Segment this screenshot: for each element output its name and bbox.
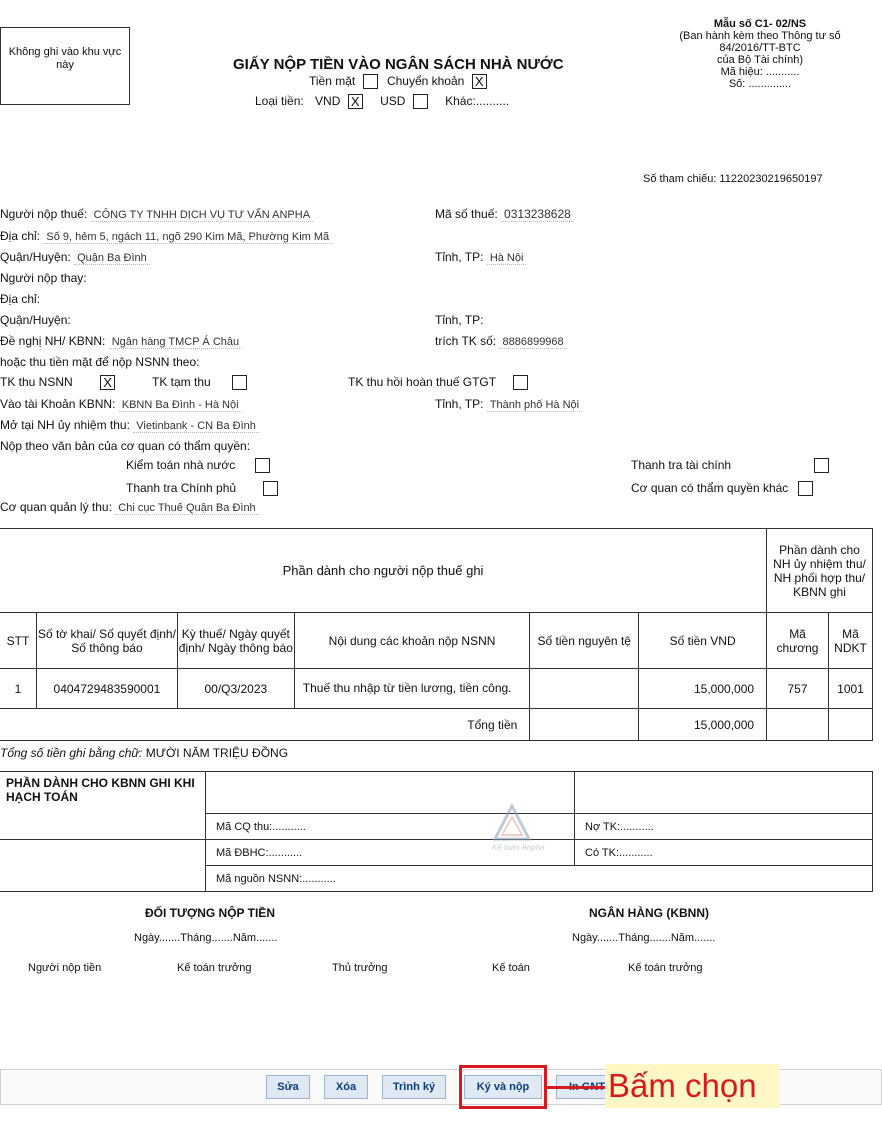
amount-in-words-value: MƯỜI NĂM TRIỆU ĐỒNG (145, 746, 289, 760)
sign-chief-accountant: Kế toán trưởng (177, 962, 252, 974)
by-doc-label: Nộp theo văn bản của cơ quan có thẩm quyền: (0, 439, 251, 453)
document-title: GIẤY NỘP TIỀN VÀO NGÂN SÁCH NHÀ NƯỚC (233, 56, 564, 73)
tax-code-label: Mã số thuế: (435, 207, 498, 221)
row-ndkt: 1001 (829, 669, 873, 709)
debit-account-row (435, 334, 567, 348)
cash-collect-label: hoặc thu tiền mặt để nộp NSNN theo: (0, 355, 200, 369)
sign-director: Thủ trưởng (332, 962, 388, 974)
table-row (0, 669, 873, 709)
proxy-address-label: Địa chỉ: (0, 292, 41, 306)
dbhc-field: Mã ĐBHC:........... (206, 840, 575, 866)
section-bank-header: Phần dành cho NH ủy nhiệm thu/ NH phối hợp thu/ KBNN ghi (767, 529, 873, 613)
vnd-label: VND (315, 94, 341, 108)
proxy-province-label: Tỉnh, TP: (435, 313, 484, 327)
address-row (0, 229, 332, 243)
other-auth-row (631, 481, 813, 496)
section-payer-header: Phần dành cho người nộp thuế ghi (0, 529, 767, 613)
payer-name-label: Người nộp thuế: (0, 207, 88, 221)
tk-tam-thu-label: TK tạm thu (152, 375, 211, 389)
debit-account-label: trích TK số: (435, 334, 497, 348)
watermark-triangle-icon (492, 803, 532, 843)
proxy-district-label: Quận/Huyện: (0, 313, 71, 327)
payer-sign-date: Ngày.......Tháng.......Năm....... (134, 932, 278, 944)
kbnn-account-value: KBNN Ba Đình - Hà Nội (119, 399, 242, 412)
open-at-row (0, 418, 259, 432)
tax-code-value: 0313238628 (501, 207, 574, 222)
sign-payer: Người nộp tiền (28, 962, 102, 974)
co-tk-field: Có TK:........... (575, 840, 873, 866)
sign-bank-chief-accountant: Kế toán trưởng (628, 962, 703, 974)
kbnn-table (0, 771, 873, 892)
payer-name-row (0, 207, 313, 221)
kbnn-province-label: Tỉnh, TP: (435, 397, 484, 411)
tk-thu-label: TK thu NSNN (0, 375, 73, 389)
other-currency-label: Khác:.......... (445, 94, 510, 108)
cash-checkbox[interactable] (363, 74, 378, 89)
sign-accountant: Kế toán (492, 962, 530, 974)
form-serial: Số: .............. (728, 78, 792, 90)
open-at-label: Mở tại NH ủy nhiệm thu: (0, 418, 130, 432)
total-orig (530, 709, 639, 741)
watermark-text: Kế toán Anpha (492, 843, 545, 852)
bank-sign-title: NGÂN HÀNG (KBNN) (589, 906, 709, 920)
kbnn-blank-2 (0, 866, 206, 892)
district-value: Quận Ba Đình (74, 252, 150, 265)
gov-insp-row (126, 481, 278, 496)
vnd-checkbox[interactable]: X (348, 94, 363, 109)
usd-checkbox[interactable] (413, 94, 428, 109)
manager-row (0, 500, 259, 514)
currency-label: Loại tiền: (255, 94, 304, 108)
form-number: Mẫu số C1- 02/NS (713, 18, 807, 30)
bank-request-value: Ngân hàng TMCP Á Châu (109, 336, 242, 349)
form-line-2: 84/2016/TT-BTC (719, 42, 801, 54)
sign-and-submit-button[interactable]: Ký và nộp (464, 1075, 542, 1099)
row-stt: 1 (0, 669, 36, 709)
other-auth-checkbox[interactable] (798, 481, 813, 496)
row-orig-amount (530, 669, 639, 709)
tk-hoan-label: TK thu hồi hoàn thuế GTGT (348, 375, 496, 389)
province-row (435, 250, 526, 264)
total-ndkt (829, 709, 873, 741)
submit-sign-button[interactable]: Trình ký (382, 1075, 446, 1099)
cq-thu-field: Mã CQ thu:........... (206, 814, 575, 840)
form-info (660, 18, 860, 90)
row-chapter: 757 (767, 669, 829, 709)
reference-number: Số tham chiếu: 11220230219650197 (643, 173, 823, 185)
province-label: Tỉnh, TP: (435, 250, 484, 264)
tk-thu-checkbox[interactable]: X (100, 375, 115, 390)
tk-tam-thu-row (152, 375, 247, 390)
form-line-3: của Bộ Tài chính) (716, 54, 803, 66)
total-vnd: 15,000,000 (639, 709, 767, 741)
district-label: Quận/Huyện: (0, 250, 71, 264)
edit-button[interactable]: Sửa (266, 1075, 310, 1099)
finance-insp-checkbox[interactable] (814, 458, 829, 473)
kbnn-account-label: Vào tài Khoản KBNN: (0, 397, 116, 411)
finance-insp-row (631, 458, 829, 473)
payer-sign-title: ĐỐI TƯỢNG NỘP TIỀN (145, 906, 275, 920)
highlight-box (459, 1065, 547, 1109)
payer-name-value: CÔNG TY TNHH DỊCH VỤ TƯ VẤN ANPHA (91, 209, 313, 222)
other-auth-label: Cơ quan có thẩm quyền khác (631, 481, 789, 495)
row-vnd-amount: 15,000,000 (639, 669, 767, 709)
no-write-box: Không ghi vào khu vực này (0, 27, 130, 105)
form-line-1: (Ban hành kèm theo Thông tư số (679, 30, 841, 42)
tk-hoan-checkbox[interactable] (513, 375, 528, 390)
col-content: Nội dung các khoản nộp NSNN (294, 613, 530, 669)
kbnn-province-value: Thành phố Hà Nội (487, 399, 582, 412)
audit-checkbox[interactable] (255, 458, 270, 473)
open-at-value: Vietinbank - CN Ba Đình (133, 420, 259, 433)
address-value: Số 9, hẻm 5, ngách 11, ngõ 290 Kim Mã, Phường Kim Mã (43, 231, 332, 244)
district-row (0, 250, 150, 264)
manager-label: Cơ quan quản lý thu: (0, 500, 112, 514)
transfer-label: Chuyển khoản (386, 74, 465, 88)
tax-code-row (435, 207, 574, 221)
col-doc-no: Số tờ khai/ Số quyết định/ Số thông báo (36, 613, 177, 669)
col-orig-amount: Số tiền nguyên tệ (530, 613, 639, 669)
currency-row (255, 94, 509, 109)
tk-tam-thu-checkbox[interactable] (232, 375, 247, 390)
row-doc-no: 0404729483590001 (36, 669, 177, 709)
gov-insp-checkbox[interactable] (263, 481, 278, 496)
amount-in-words-row (0, 746, 288, 760)
kbnn-blank-1 (0, 840, 206, 866)
col-period: Kỳ thuế/ Ngày quyết định/ Ngày thông báo (177, 613, 294, 669)
kbnn-title: PHẦN DÀNH CHO KBNN GHI KHI HẠCH TOÁN (0, 772, 206, 840)
manager-value: Chi cục Thuế Quận Ba Đình (115, 502, 258, 515)
proxy-label: Người nộp thay: (0, 271, 87, 285)
province-value: Hà Nội (487, 252, 527, 265)
audit-label: Kiểm toán nhà nước (126, 458, 236, 472)
col-vnd-amount: Số tiền VND (639, 613, 767, 669)
col-stt: STT (0, 613, 36, 669)
total-chapter (767, 709, 829, 741)
address-label: Địa chỉ: (0, 229, 41, 243)
bank-request-label: Đề nghị NH/ KBNN: (0, 334, 106, 348)
audit-row (126, 458, 270, 473)
kbnn-account-row (0, 397, 242, 411)
kbnn-province-row (435, 397, 582, 411)
delete-button[interactable]: Xóa (324, 1075, 368, 1099)
payment-table (0, 528, 873, 741)
cash-label: Tiền mặt (309, 74, 356, 88)
bank-request-row (0, 334, 242, 348)
gov-insp-label: Thanh tra Chính phủ (126, 481, 237, 495)
row-period: 00/Q3/2023 (177, 669, 294, 709)
col-ndkt: Mã NDKT (829, 613, 873, 669)
watermark-logo (492, 803, 552, 858)
tk-thu-row (0, 375, 115, 390)
payment-method-row (309, 74, 487, 89)
callout-connector (547, 1086, 605, 1089)
usd-label: USD (380, 94, 406, 108)
form-code: Mã hiệu: ........... (720, 66, 800, 78)
callout-label: Bấm chọn (605, 1064, 780, 1108)
bank-sign-date: Ngày.......Tháng.......Năm....... (572, 932, 716, 944)
finance-insp-label: Thanh tra tài chính (631, 458, 732, 472)
row-content: Thuế thu nhập từ tiền lương, tiền công. (294, 669, 530, 709)
nguon-field: Mã nguồn NSNN:........... (206, 866, 873, 892)
total-label: Tổng tiền (0, 709, 530, 741)
col-chapter: Mã chương (767, 613, 829, 669)
kbnn-top-right (575, 772, 873, 814)
debit-account-value: 8886899968 (499, 336, 566, 349)
amount-in-words-label: Tổng số tiền ghi bằng chữ: (0, 746, 143, 760)
no-tk-field: Nợ TK:........... (575, 814, 873, 840)
transfer-checkbox[interactable]: X (472, 74, 487, 89)
tk-hoan-row (348, 375, 528, 390)
